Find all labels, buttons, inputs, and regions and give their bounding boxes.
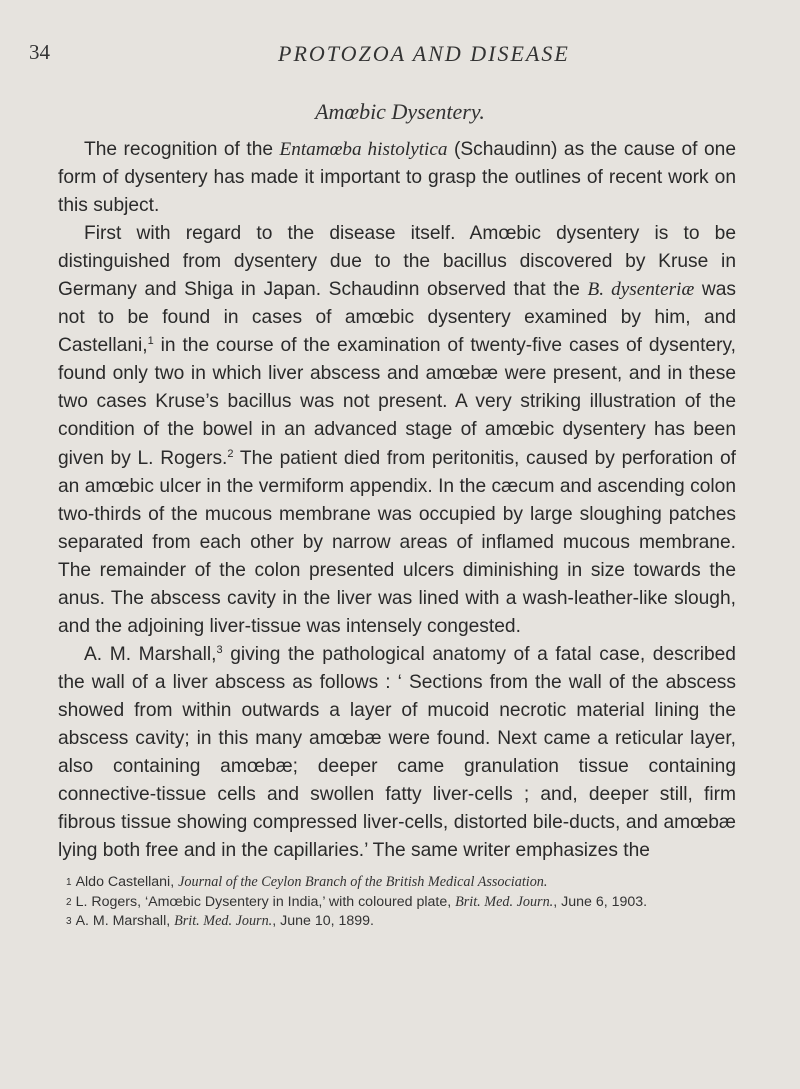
text-run: First with regard to the disease itself. Amœbic dysentery is to be distinguished from dysentery due to the bacillus discovered by Kruse in Germany and Shiga in Japan. Schaudinn observed that the [58,223,736,301]
journal-title: Journal of the Ceylon Branch of the British Medical Association. [178,874,548,890]
footnote-text: Aldo Castellani, [75,874,179,890]
text-run: A. M. Marshall, [84,643,217,665]
footnotes [58,873,736,932]
text-run: giving the pathological anatomy of a fatal case, described the wall of a liver abscess as follows : ‘ Sections from the wall of the abscess showed from within outwards a layer of mucoid necrotic material lining the abscess cavity; in this many amœbæ were found. Next came a reticular layer, also containing amœbæ; deeper came granulation tissue containing connective-tissue cells and swollen fatty liver-cells ; and, deeper still, firm fibrous tissue showing compressed liver-cells, distorted bile-ducts, and amœbæ lying both free and in the capillaries.’ The same writer emphasizes the [58,643,736,862]
italic-term: B. dysenteriæ [587,279,695,301]
paragraph-1 [58,136,736,220]
footnote-ref-3[interactable]: 3 [216,643,223,656]
footnote-2 [58,893,736,913]
text-run: The recognition of the [84,139,280,160]
footnote-ref-2[interactable]: 2 [227,447,234,460]
running-head: PROTOZOA AND DISEASE [278,41,570,66]
footnote-3 [58,912,736,932]
footnote-number: 3 [66,916,72,928]
footnote-text: , June 6, 1903. [553,893,648,910]
footnote-text: , June 10, 1899. [272,913,374,930]
paragraph-3 [58,641,736,865]
journal-title: Brit. Med. Journ. [455,893,554,910]
paragraph-2 [58,220,736,641]
journal-title: Brit. Med. Journ. [174,913,273,930]
italic-term: Entamœba histolytica [279,139,448,160]
body-text [58,136,736,865]
text-run: was not to be found in cases of amœbic dysentery examined by him, and Castellani, [58,279,737,357]
section-title: Amœbic Dysentery. [315,99,485,124]
footnote-number: 1 [66,877,72,888]
footnote-text: A. M. Marshall, [75,913,175,930]
page-number: 34 [29,40,50,64]
text-run: (Schaudinn) as the cause of one form of dysentery has made it important to grasp the outlines of recent work on this subject. [58,139,736,217]
text-run: in the course of the examination of twenty-five cases of dysentery, found only two in which liver abscess and amœbæ were present, and in these two cases Kruse’s bacillus was not present. A very striking illustration of the condition of the bowel in an advanced stage of amœbic dysentery has been given by L. Rogers. [58,335,736,469]
footnote-number: 2 [66,896,72,908]
footnote-ref-1[interactable]: 1 [147,335,154,348]
text-run: The patient died from peritonitis, caused by perforation of an amœbic ulcer in the vermiform appendix. In the cæcum and ascending colon two-thirds of the mucous membrane was occupied by large sloughing patches separated from each other by narrow areas of inflamed mucous membrane. The remainder of the colon presented ulcers diminishing in size towards the anus. The abscess cavity in the liver was lined with a wash-leather-like slough, and the adjoining liver-tissue was intensely congested. [58,447,736,637]
footnote-1 [58,873,736,893]
footnote-text: L. Rogers, ‘Amœbic Dysentery in India,’ with coloured plate, [75,893,456,910]
